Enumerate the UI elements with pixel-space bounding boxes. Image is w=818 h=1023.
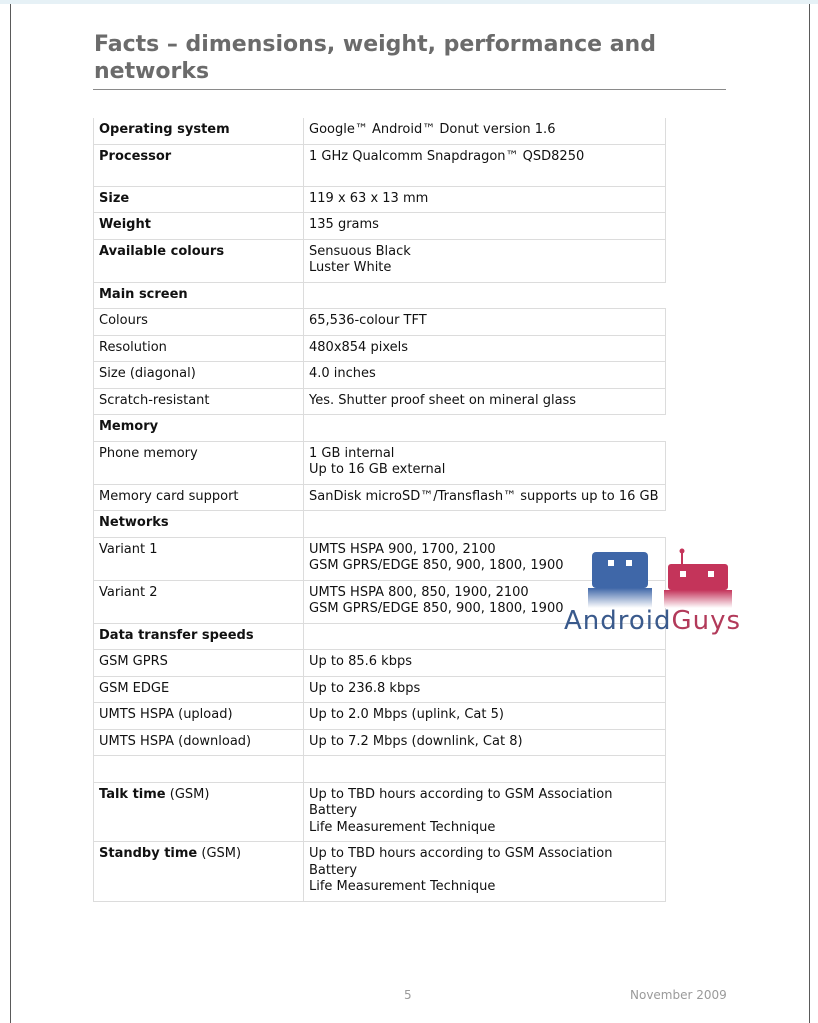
table-row xyxy=(94,335,666,362)
table-row xyxy=(94,362,666,389)
value-line: Up to TBD hours according to GSM Association Battery xyxy=(309,846,613,878)
row-value: Google™ Android™ Donut version 1.6 xyxy=(304,118,666,144)
value-line: Up to 16 GB external xyxy=(309,462,446,477)
value-line: 1 GB internal xyxy=(309,445,395,461)
table-row xyxy=(94,703,666,730)
value-line: UMTS HSPA 800, 850, 1900, 2100 xyxy=(309,584,529,600)
section-row xyxy=(94,282,666,309)
row-label-bold: Standby time xyxy=(99,846,198,861)
logo-wordmark xyxy=(564,606,741,636)
table-row xyxy=(94,186,666,213)
row-value: 1 GHz Qualcomm Snapdragon™ QSD8250 xyxy=(304,144,666,186)
row-label-suffix: (GSM) xyxy=(197,846,242,861)
row-label: Colours xyxy=(94,309,304,336)
page-edge-left xyxy=(10,4,11,1023)
table-row xyxy=(94,213,666,240)
page-edge-right xyxy=(809,4,810,1023)
row-value xyxy=(304,782,666,842)
table-row xyxy=(94,842,666,902)
value-line: GSM GPRS/EDGE 850, 900, 1800, 1900 xyxy=(309,601,564,616)
row-label-empty xyxy=(94,756,304,783)
row-value: Yes. Shutter proof sheet on mineral glass xyxy=(304,388,666,415)
row-value xyxy=(304,441,666,484)
table-row xyxy=(94,650,666,677)
table-row xyxy=(94,309,666,336)
table-row xyxy=(94,441,666,484)
table-row xyxy=(94,239,666,282)
row-value-empty xyxy=(304,756,666,783)
row-label: Processor xyxy=(94,144,304,186)
row-label: Available colours xyxy=(94,239,304,282)
logo-word-guys: Guys xyxy=(671,606,742,636)
table-row xyxy=(94,729,666,756)
table-row xyxy=(94,388,666,415)
value-line: GSM GPRS/EDGE 850, 900, 1800, 1900 xyxy=(309,558,564,573)
value-line: Life Measurement Technique xyxy=(309,819,496,835)
row-value: 4.0 inches xyxy=(304,362,666,389)
android-robots-icon xyxy=(560,548,760,608)
row-value: 135 grams xyxy=(304,213,666,240)
row-label xyxy=(94,782,304,842)
value-line: UMTS HSPA 900, 1700, 2100 xyxy=(309,541,496,557)
row-value: 119 x 63 x 13 mm xyxy=(304,186,666,213)
row-value: 65,536-colour TFT xyxy=(304,309,666,336)
logo-word-android: Android xyxy=(564,606,672,636)
table-row xyxy=(94,118,666,144)
androidguys-logo xyxy=(560,548,760,643)
row-label xyxy=(94,842,304,902)
row-value xyxy=(304,842,666,902)
page-title: Facts – dimensions, weight, performance and networks xyxy=(94,32,656,84)
section-row xyxy=(94,415,666,442)
row-value-empty xyxy=(304,282,666,309)
table-row xyxy=(94,484,666,511)
value-line: Sensuous Black xyxy=(309,243,411,259)
title-divider xyxy=(93,89,726,90)
row-label: Size (diagonal) xyxy=(94,362,304,389)
row-label: GSM EDGE xyxy=(94,676,304,703)
row-label: Data transfer speeds xyxy=(94,623,304,650)
section-heading: Networks xyxy=(94,511,304,538)
row-label: Weight xyxy=(94,213,304,240)
page-number: 5 xyxy=(404,988,412,1002)
row-value-empty xyxy=(304,511,666,538)
row-label: Scratch-resistant xyxy=(94,388,304,415)
row-label-bold: Talk time xyxy=(99,786,166,802)
row-value: Up to 85.6 kbps xyxy=(304,650,666,677)
row-label: Variant 1 xyxy=(94,537,304,580)
row-value: Up to 7.2 Mbps (downlink, Cat 8) xyxy=(304,729,666,756)
row-value: SanDisk microSD™/Transflash™ supports up to 16 GB xyxy=(304,484,666,511)
section-row xyxy=(94,511,666,538)
row-label: Phone memory xyxy=(94,441,304,484)
specs-table xyxy=(93,118,666,902)
row-label: Resolution xyxy=(94,335,304,362)
row-label: Memory card support xyxy=(94,484,304,511)
value-line: Up to TBD hours according to GSM Association Battery xyxy=(309,786,613,818)
row-label: UMTS HSPA (upload) xyxy=(94,703,304,730)
row-label: Size xyxy=(94,186,304,213)
row-value: Up to 236.8 kbps xyxy=(304,676,666,703)
section-heading: Memory xyxy=(94,415,304,442)
value-line: Life Measurement Technique xyxy=(309,879,496,894)
row-label: UMTS HSPA (download) xyxy=(94,729,304,756)
table-row xyxy=(94,676,666,703)
top-bar xyxy=(0,0,818,4)
row-value xyxy=(304,239,666,282)
row-label: GSM GPRS xyxy=(94,650,304,677)
row-value: 480x854 pixels xyxy=(304,335,666,362)
empty-row xyxy=(94,756,666,783)
row-label: Variant 2 xyxy=(94,580,304,623)
section-heading: Main screen xyxy=(94,282,304,309)
row-value: Up to 2.0 Mbps (uplink, Cat 5) xyxy=(304,703,666,730)
table-row xyxy=(94,782,666,842)
table-row xyxy=(94,144,666,186)
footer-date: November 2009 xyxy=(630,988,727,1002)
row-label-suffix: (GSM) xyxy=(165,786,210,802)
row-label: Operating system xyxy=(94,118,304,144)
value-line: Luster White xyxy=(309,260,392,275)
row-value-empty xyxy=(304,415,666,442)
